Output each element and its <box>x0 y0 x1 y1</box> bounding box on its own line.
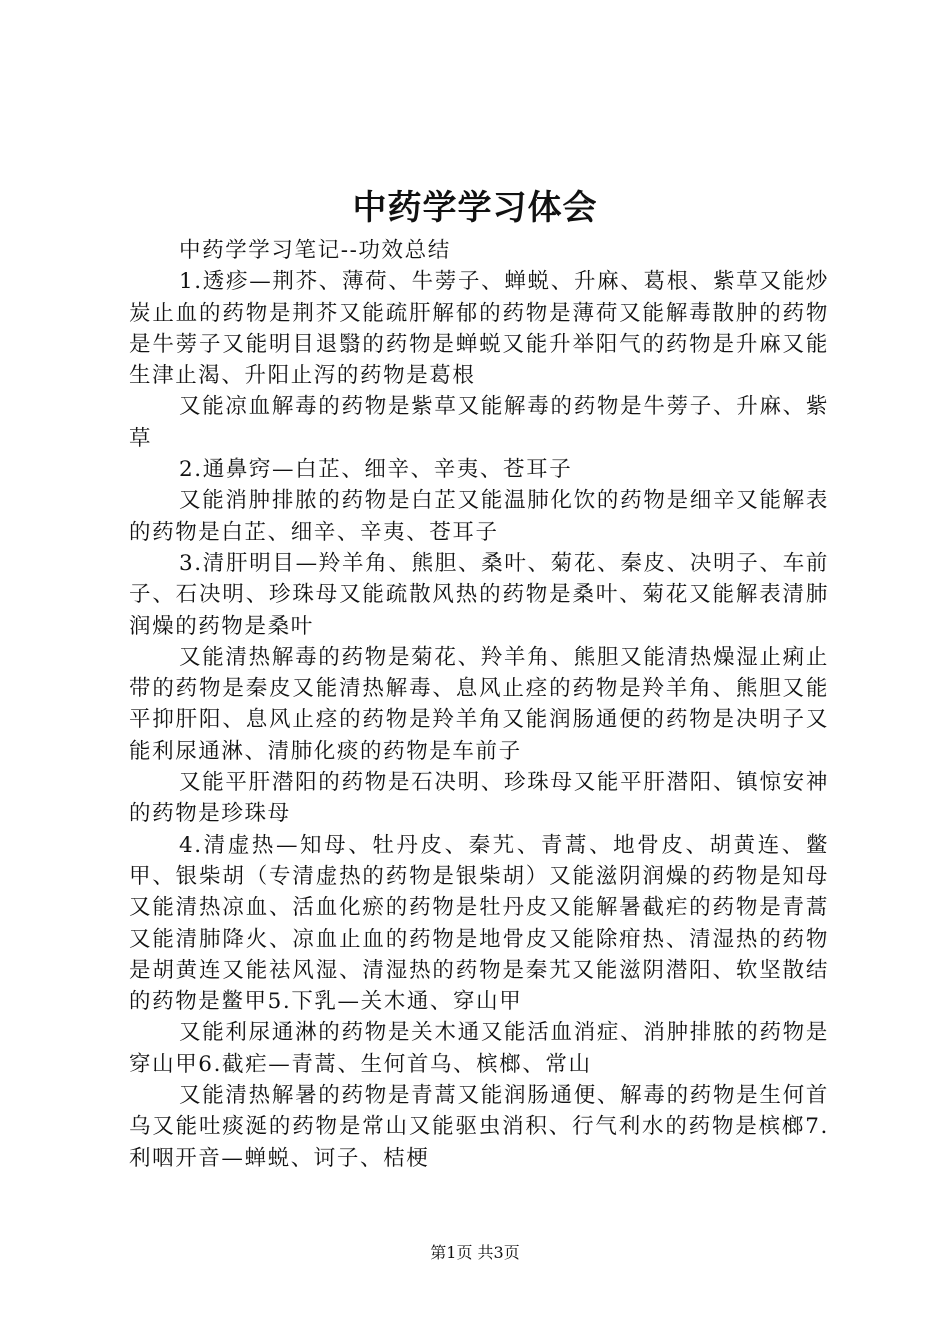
paragraph-section-2-extra: 又能消肿排脓的药物是白芷又能温肺化饮的药物是细辛又能解表的药物是白芷、细辛、辛夷、苍耳子 <box>129 488 829 545</box>
paragraph-section-1: 1.透疹—荆芥、薄荷、牛蒡子、蝉蜕、升麻、葛根、紫草又能炒炭止血的药物是荆芥又能疏肝解郁的药物是薄荷又能解毒散肿的药物是牛蒡子又能明目退翳的药物是蝉蜕又能升举阳气的药物是升麻又能生津止渴、升阳止泻的药物是葛根 <box>129 269 829 389</box>
paragraph-section-1-extra: 又能凉血解毒的药物是紫草又能解毒的药物是牛蒡子、升麻、紫草 <box>129 394 829 451</box>
paragraph-section-3-extra-2: 又能平肝潜阳的药物是石决明、珍珠母又能平肝潜阳、镇惊安神的药物是珍珠母 <box>129 770 829 827</box>
paragraph-section-4: 4.清虚热—知母、牡丹皮、秦艽、青蒿、地骨皮、胡黄连、鳖甲、银柴胡（专清虚热的药物是银柴胡）又能滋阴润燥的药物是知母又能清热凉血、活血化瘀的药物是牡丹皮又能解暑截疟的药物是青蒿又能清肺降火、凉血止血的药物是地骨皮又能除疳热、清湿热的药物是胡黄连又能祛风湿、清湿热的药物是秦艽又能滋阴潜阳、软坚散结的药物是鳖甲5.下乳—关木通、穿山甲 <box>129 832 829 1015</box>
paragraph-subtitle: 中药学学习笔记--功效总结 <box>179 238 451 263</box>
paragraph-section-6-extra: 又能清热解暑的药物是青蒿又能润肠通便、解毒的药物是生何首乌又能吐痰涎的药物是常山又能驱虫消积、行气利水的药物是槟榔7.利咽开音—蝉蜕、诃子、桔梗 <box>129 1083 829 1171</box>
document-body <box>129 235 829 1174</box>
paragraph-section-2: 2.通鼻窍—白芷、细辛、辛夷、苍耳子 <box>179 457 573 483</box>
page-footer: 第1页 共3页 <box>430 1243 520 1262</box>
paragraph-section-3: 3.清肝明目—羚羊角、熊胆、桑叶、菊花、秦皮、决明子、车前子、石决明、珍珠母又能疏散风热的药物是桑叶、菊花又能解表清肺润燥的药物是桑叶 <box>129 550 829 639</box>
paragraph-section-5-extra: 又能利尿通淋的药物是关木通又能活血消症、消肿排脓的药物是穿山甲6.截疟—青蒿、生何首乌、槟榔、常山 <box>129 1020 829 1077</box>
document-title: 中药学学习体会 <box>352 188 598 228</box>
paragraph-section-3-extra: 又能清热解毒的药物是菊花、羚羊角、熊胆又能清热燥湿止痢止带的药物是秦皮又能清热解毒、息风止痉的药物是羚羊角、熊胆又能平抑肝阳、息风止痉的药物是羚羊角又能润肠通便的药物是决明子又能利尿通淋、清肺化痰的药物是车前子 <box>129 644 829 764</box>
